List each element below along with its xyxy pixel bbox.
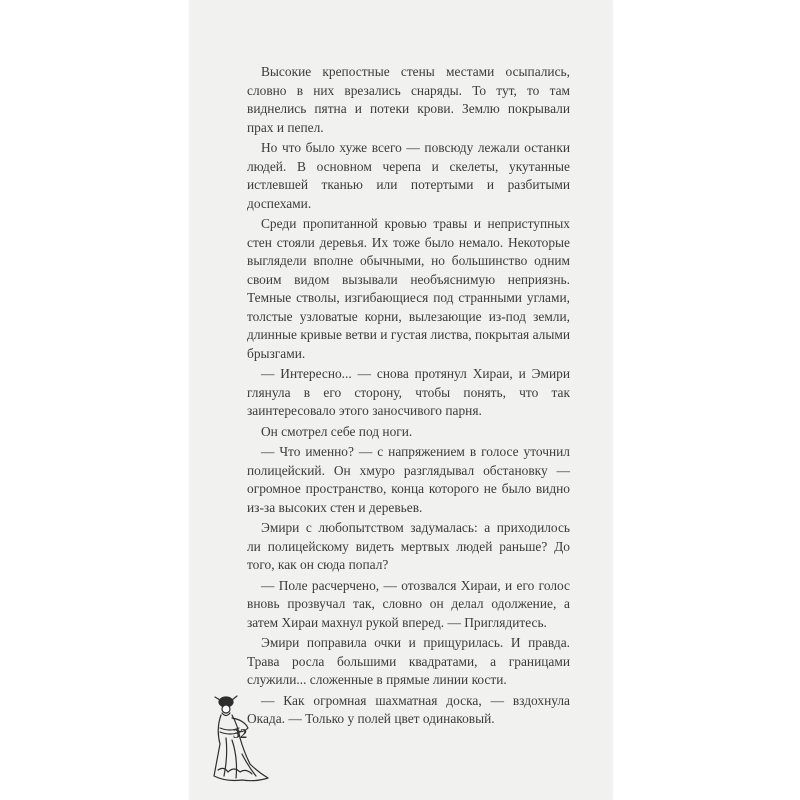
paragraph-4: — Интересно... — снова протянул Хираи, и Эмири глянула в его сторону, чтобы понять, что так заинтересовало этого заносчивого парня. xyxy=(247,366,570,418)
paragraph-9: Эмири поправила очки и прищурилась. И правда. Трава росла большими квадратами, а границами служили... сложенные в прямые линии кости. xyxy=(247,635,570,687)
paragraph-1: Высокие крепостные стены местами осыпались, словно в них врезались снаряды. То тут, то там виднелись пятна и потеки крови. Землю покрывали прах и пепел. xyxy=(247,64,570,135)
paragraph-2: Но что было хуже всего — повсюду лежали останки людей. В основном черепа и скелеты, укутанные истлевшей тканью или потертыми и разбитыми доспехами. xyxy=(247,140,570,211)
paragraph-7: Эмири с любопытством задумалась: а приходилось ли полицейскому видеть мертвых людей раньше? До того, как он сюда попал? xyxy=(247,520,570,572)
paragraph-3: Среди пропитанной кровью травы и неприступных стен стояли деревья. Их тоже было немало. Некоторые выглядели вполне обычными, но большинство одним своим видом вызывали необъяснимую неприязнь. Темные стволы, изгибающиеся под странными углами, толстые узловатые корни, вылезающие из-под земли, длинные кривые ветви и густая листва, покрытая алыми брызгами. xyxy=(247,216,570,361)
book-page xyxy=(190,0,612,800)
paragraph-8: — Поле расчерчено, — отозвался Хираи, и его голос вновь прозвучал так, словно он делал одолжение, а затем Хираи махнул рукой вперед. — Приглядитесь. xyxy=(247,577,570,630)
paragraph-6: — Что именно? — с напряжением в голосе уточнил полицейский. Он хмуро разглядывал обстановку — огромное пространство, конца которого не было видно из-за высоких стен и деревьев. xyxy=(247,444,570,515)
page-number: 32 xyxy=(233,727,247,742)
page-body-text xyxy=(247,63,570,731)
paragraph-5: Он смотрел себе под ноги. xyxy=(261,423,413,439)
paragraph-10: — Как огромная шахматная доска, — вздохнула Окада. — Только у полей цвет одинаковый. xyxy=(247,692,570,726)
